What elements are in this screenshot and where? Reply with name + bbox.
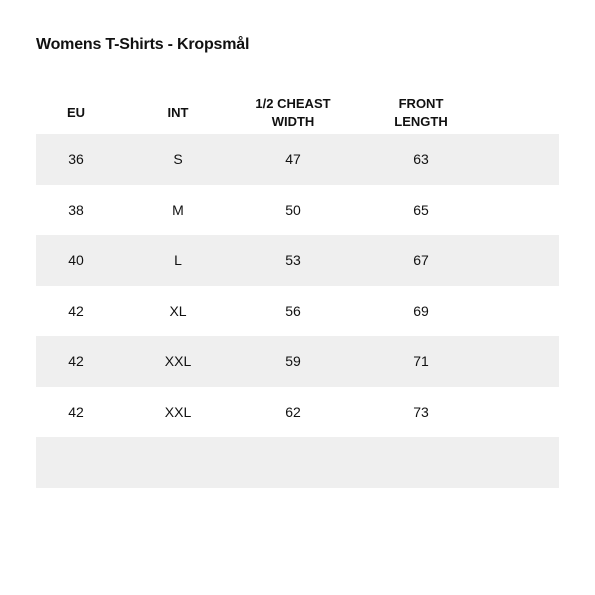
size-table [36,92,559,488]
table-row-empty [36,437,559,488]
header-front-length: FRONT LENGTH [394,96,448,129]
table-row [36,185,559,236]
cell-half-chest-width: 56 [285,302,301,319]
table-row [36,286,559,337]
cell-half-chest-width: 53 [285,252,301,269]
cell-eu [46,437,106,488]
header-int: INT [167,105,189,120]
cell-front-length: 63 [413,151,429,168]
table-row [36,235,559,286]
table-header [36,92,559,134]
cell-front-length [376,437,466,488]
cell-int: XL [169,302,187,319]
header-half-chest-width: 1/2 CHEAST WIDTH [255,96,331,129]
cell-half-chest-width: 62 [285,403,301,420]
cell-int: L [174,252,182,269]
cell-eu: 36 [68,151,84,168]
header-eu: EU [66,105,86,120]
cell-int: S [173,151,183,168]
table-row [36,336,559,387]
cell-int [143,437,213,488]
cell-eu: 40 [68,252,84,269]
cell-eu: 42 [68,403,84,420]
cell-front-length: 73 [413,403,429,420]
table-row [36,387,559,438]
cell-eu: 42 [68,353,84,370]
cell-front-length: 65 [413,201,429,218]
cell-half-chest-width: 50 [285,201,301,218]
cell-int: M [172,201,184,218]
cell-eu: 42 [68,302,84,319]
cell-front-length: 67 [413,252,429,269]
cell-front-length: 69 [413,302,429,319]
cell-eu: 38 [68,201,84,218]
cell-half-chest-width: 59 [285,353,301,370]
cell-half-chest-width [238,437,348,488]
cell-front-length: 71 [413,353,429,370]
cell-int: XXL [164,353,192,370]
table-row [36,134,559,185]
cell-half-chest-width: 47 [285,151,301,168]
page-title: Womens T-Shirts - Kropsmål [36,36,250,53]
cell-int: XXL [164,403,192,420]
